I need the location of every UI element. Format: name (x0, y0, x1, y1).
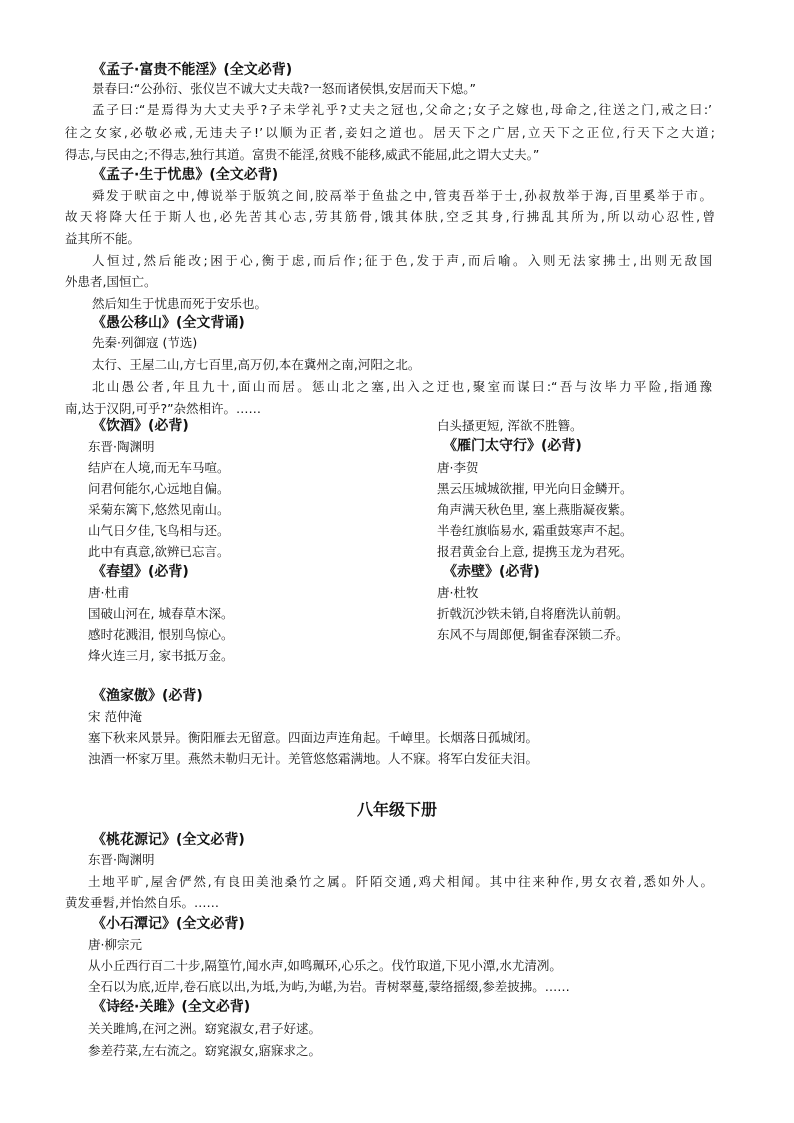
section-title-chunwang: 《春望》(必背) (92, 564, 189, 580)
grade-heading: 八年级下册 (356, 800, 437, 819)
poem-line: 国破山河在, 城春草木深。 (88, 606, 234, 621)
section-title-guanju: 《诗经·关雎》(全文必背) (92, 999, 251, 1015)
poem-line: 半卷红旗临易水, 霜重鼓寒声不起。 (437, 523, 633, 538)
author-line: 东晋·陶渊明 (88, 439, 155, 454)
paragraph-line: 然后知生于忧患而死于安乐也。 (92, 296, 268, 311)
paragraph-line: 人恒过,然后能改;困于心,衡于虑,而后作;征于色,发于声,而后喻。入则无法家拂士,出则无敌国 (92, 253, 712, 268)
author-line: 先秦·列御寇 (节选) (92, 335, 198, 350)
paragraph-line: 太行、王屋二山,方七百里,高万仞,本在冀州之南,河阳之北。 (92, 357, 421, 372)
section-title-fuguibunengyin: 《孟子·富贵不能淫》(全文必背) (92, 62, 293, 78)
author-line: 唐·李贺 (437, 460, 479, 475)
author-line: 唐·杜牧 (437, 585, 479, 600)
author-line: 唐·杜甫 (88, 585, 130, 600)
paragraph-line: 全石以为底,近岸,卷石底以出,为坻,为屿,为嵁,为岩。青树翠蔓,蒙络摇缀,参差披拂。…… (88, 979, 570, 994)
poem-line: 浊酒一杯家万里。燕然未勒归无计。羌管悠悠霜满地。人不寐。将军白发征夫泪。 (88, 751, 539, 766)
paragraph-line: 黄发垂髫,并怡然自乐。…… (65, 895, 219, 910)
paragraph-line: 外患者,国恒亡。 (65, 274, 157, 289)
section-title-chibi: 《赤壁》(必背) (443, 564, 540, 580)
poem-line: 东风不与周郎便,铜雀春深锁二乔。 (437, 627, 629, 642)
poem-line: 折戟沉沙铁未销,自将磨洗认前朝。 (437, 606, 629, 621)
poem-line: 此中有真意,欲辨已忘言。 (88, 544, 230, 559)
paragraph-line: 北山愚公者,年且九十,面山而居。惩山北之塞,出入之迂也,聚室而谋曰:“吾与汝毕力平险,指通豫 (92, 379, 712, 394)
poem-line: 山气日夕佳,飞鸟相与还。 (88, 523, 230, 538)
section-title-yanmentaishouxing: 《雁门太守行》(必背) (443, 438, 582, 454)
section-title-yugongyishan: 《愚公移山》(全文背诵) (92, 315, 245, 331)
paragraph-line: 南,达于汉阴,可乎?”杂然相许。…… (65, 401, 262, 416)
section-title-shengyuyouhuan: 《孟子·生于忧患》(全文必背) (92, 167, 279, 183)
paragraph-line: 益其所不能。 (65, 231, 141, 246)
paragraph-line: 故天将降大任于斯人也,必先苦其心志,劳其筋骨,饿其体肤,空乏其身,行拂乱其所为,所以动心忍性,曾 (65, 209, 715, 224)
poem-line: 烽火连三月, 家书抵万金。 (88, 648, 234, 663)
paragraph-line: 得志,与民由之;不得志,独行其道。富贵不能淫,贫贱不能移,威武不能屈,此之谓大丈夫。” (65, 147, 540, 162)
poem-line: 黑云压城城欲摧, 甲光向日金鳞开。 (437, 481, 633, 496)
poem-line: 问君何能尔,心远地自偏。 (88, 481, 230, 496)
poem-line: 塞下秋来风景异。衡阳雁去无留意。四面边声连角起。千嶂里。长烟落日孤城闭。 (88, 730, 539, 745)
paragraph-line: 舜发于畎亩之中,傅说举于版筑之间,胶鬲举于鱼盐之中,管夷吾举于士,孙叔敖举于海,百里奚举于市。 (92, 188, 712, 203)
author-line: 唐·柳宗元 (88, 937, 142, 952)
poem-line: 报君黄金台上意, 提携玉龙为君死。 (437, 544, 633, 559)
author-line: 宋 范仲淹 (88, 709, 142, 724)
paragraph-line: 往之女家,必敬必戒,无违夫子!’以顺为正者,妾妇之道也。居天下之广居,立天下之正位,行天下之大道; (65, 125, 715, 140)
author-line: 东晋·陶渊明 (88, 852, 155, 867)
poem-line: 结庐在人境,而无车马喧。 (88, 460, 230, 475)
poem-line: 采菊东篱下,悠然见南山。 (88, 502, 230, 517)
poem-line: 白头搔更短, 浑欲不胜簪。 (437, 418, 583, 433)
paragraph-line: 从小丘西行百二十步,隔篁竹,闻水声,如鸣珮环,心乐之。伐竹取道,下见小潭,水尤清冽。 (88, 958, 562, 973)
poem-line: 参差荇菜,左右流之。窈窕淑女,寤寐求之。 (88, 1043, 321, 1058)
poem-line: 关关雎鸠,在河之洲。窈窕淑女,君子好逑。 (88, 1021, 321, 1036)
section-title-taohuayuanji: 《桃花源记》(全文必背) (92, 832, 245, 848)
paragraph-line: 土地平旷,屋舍俨然,有良田美池桑竹之属。阡陌交通,鸡犬相闻。其中往来种作,男女衣着,悉如外人。 (88, 874, 713, 889)
section-title-yinjiu: 《饮酒》(必背) (92, 418, 189, 434)
paragraph-line: 孟子曰:“是焉得为大丈夫乎?子未学礼乎?丈夫之冠也,父命之;女子之嫁也,母命之,往送之门,戒之曰:’ (92, 102, 712, 117)
poem-line: 角声满天秋色里, 塞上燕脂凝夜紫。 (437, 502, 633, 517)
section-title-xiaoshitanji: 《小石潭记》(全文必背) (92, 916, 245, 932)
paragraph-line: 景春曰:“公孙衍、张仪岂不诚大丈夫哉?一怒而诸侯惧,安居而天下熄。” (92, 81, 477, 96)
poem-line: 感时花溅泪, 恨别鸟惊心。 (88, 627, 234, 642)
section-title-yujiaao: 《渔家傲》(必背) (92, 688, 203, 704)
